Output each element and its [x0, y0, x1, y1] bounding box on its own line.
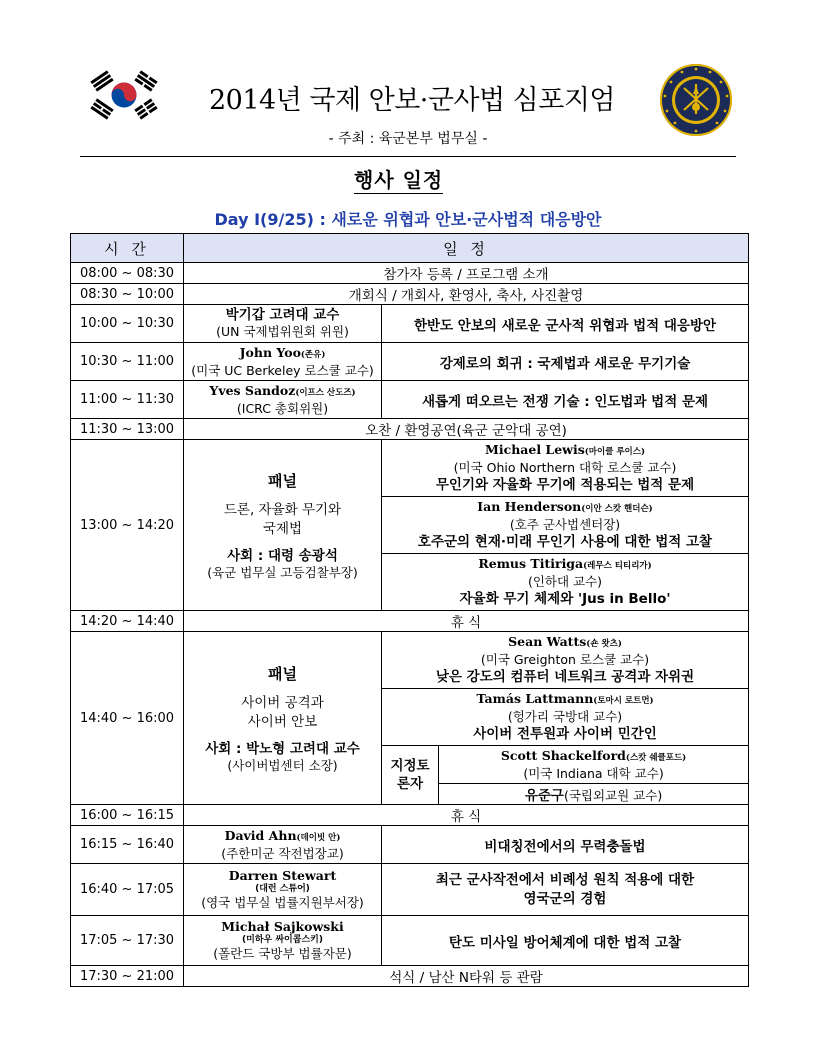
speaker-cell — [184, 343, 382, 381]
topic-cell: 새롭게 떠오르는 전쟁 기술 : 인도법과 법적 문제 — [382, 381, 749, 419]
event-cell: 휴 식 — [184, 805, 749, 826]
panelist-cell — [382, 554, 749, 611]
time-cell: 11:30 ~ 13:00 — [71, 419, 184, 440]
speaker-name: Yves Sandoz(이프스 산도즈) — [209, 382, 356, 398]
table-row — [71, 284, 749, 305]
discussant-name: 유준구 — [524, 788, 564, 804]
discussant-affiliation: (국립외교원 교수) — [563, 788, 663, 803]
discussant-name: Scott Shackelford(스캇 쉐클포드) — [500, 747, 687, 763]
time-cell: 16:40 ~ 17:05 — [71, 864, 184, 916]
speaker-cell — [184, 381, 382, 419]
korean-flag-icon — [88, 70, 160, 120]
table-row — [71, 966, 749, 987]
schedule-table — [70, 233, 749, 987]
table-row — [71, 263, 749, 284]
event-cell: 참가자 등록 / 프로그램 소개 — [184, 263, 749, 284]
time-cell: 14:40 ~ 16:00 — [71, 632, 184, 805]
panelist-affiliation: (헝가리 국방대 교수) — [507, 709, 623, 724]
panelist-topic: 호주군의 현재·미래 무인기 사용에 대한 법적 고찰 — [417, 534, 713, 550]
speaker-affiliation: (영국 법무실 법률지원부서장) — [201, 895, 364, 910]
time-cell: 10:30 ~ 11:00 — [71, 343, 184, 381]
topic-cell: 한반도 안보의 새로운 군사적 위협과 법적 대응방안 — [382, 305, 749, 343]
panel-moderator: 사회 : 대령 송광석 — [227, 547, 338, 564]
panelist-affiliation: (미국 Ohio Northern 대학 로스쿨 교수) — [453, 460, 677, 475]
panel-moderator-affiliation: (사이버법센터 소장) — [227, 757, 338, 773]
panelist-name: Remus Titiriga(레무스 티티리가) — [478, 556, 652, 571]
jag-seal-icon — [658, 62, 734, 138]
host-line: - 주최 : 육군본부 법무실 - — [328, 131, 488, 147]
panelist-affiliation: (호주 군사법센터장) — [509, 517, 621, 532]
topic-cell: 비대칭전에서의 무력충돌법 — [382, 826, 749, 864]
table-row — [71, 381, 749, 419]
topic-cell: 최근 군사작전에서 비례성 원칙 적용에 대한 영국군의 경험 — [382, 864, 749, 916]
table-header-row — [71, 234, 749, 263]
time-cell: 14:20 ~ 14:40 — [71, 611, 184, 632]
panel-moderator-affiliation: (육군 법무실 고등검찰부장) — [207, 564, 358, 580]
panelist-affiliation: (미국 Greighton 로스쿨 교수) — [480, 652, 650, 667]
speaker-name-korean: (대런 스튜어) — [255, 884, 310, 894]
column-header-time: 시 간 — [71, 234, 184, 263]
table-row — [71, 826, 749, 864]
time-cell: 08:00 ~ 08:30 — [71, 263, 184, 284]
panel-label: 패널 — [268, 471, 297, 490]
discussant-label: 지정토론자 — [382, 746, 439, 805]
time-cell: 16:15 ~ 16:40 — [71, 826, 184, 864]
panelist-topic: 낮은 강도의 컴퓨터 네트워크 공격과 자위권 — [435, 669, 695, 685]
time-cell: 11:00 ~ 11:30 — [71, 381, 184, 419]
day-title: Day Ⅰ(9/25) : 새로운 위협과 안보·군사법적 대응방안 — [214, 210, 602, 229]
panelist-name: Michael Lewis(마이클 루이스) — [485, 442, 646, 457]
divider — [80, 156, 736, 157]
topic-cell: 탄도 미사일 방어체계에 대한 법적 고찰 — [382, 916, 749, 966]
speaker-name: Michał Sajkowski — [221, 919, 344, 934]
panel-moderator: 사회 : 박노형 고려대 교수 — [205, 740, 360, 757]
event-cell: 오찬 / 환영공연(육군 군악대 공연) — [184, 419, 749, 440]
panel-subject: 드론, 자율화 무기와 국제법 — [223, 501, 342, 537]
schedule-heading: 행사 일정 — [354, 168, 444, 192]
event-cell: 개회식 / 개회사, 환영사, 축사, 사진촬영 — [184, 284, 749, 305]
speaker-cell — [184, 916, 382, 966]
time-cell: 17:05 ~ 17:30 — [71, 916, 184, 966]
discussant-cell — [439, 746, 749, 784]
page-title: 2014년 국제 안보·군사법 심포지엄 — [208, 85, 616, 116]
panelist-topic: 사이버 전투원과 사이버 민간인 — [473, 726, 657, 742]
table-row — [71, 611, 749, 632]
panel-cell — [184, 440, 382, 611]
panelist-name: Sean Watts(숀 왓츠) — [508, 634, 622, 649]
table-row — [71, 440, 749, 497]
speaker-affiliation: (UN 국제법위원회 위원) — [216, 324, 349, 339]
speaker-affiliation: (미국 UC Berkeley 로스쿨 교수) — [191, 362, 374, 378]
speaker-affiliation: (폴란드 국방부 법률자문) — [213, 946, 352, 961]
panel-cell — [184, 632, 382, 805]
speaker-affiliation: (주한미군 작전법장교) — [221, 845, 344, 861]
time-cell: 16:00 ~ 16:15 — [71, 805, 184, 826]
table-row — [71, 343, 749, 381]
panelist-name: Ian Henderson(이안 스캇 핸더슨) — [477, 499, 653, 514]
speaker-cell — [184, 305, 382, 343]
time-cell: 08:30 ~ 10:00 — [71, 284, 184, 305]
panel-label: 패널 — [268, 664, 297, 683]
panelist-topic: 무인기와 자율화 무기에 적용되는 법적 문제 — [435, 477, 695, 493]
speaker-name: John Yoo(존유) — [239, 344, 326, 360]
event-cell: 석식 / 남산 N타워 등 관람 — [184, 966, 749, 987]
speaker-cell — [184, 826, 382, 864]
speaker-name: 박기갑 고려대 교수 — [225, 307, 340, 323]
table-row — [71, 864, 749, 916]
panelist-affiliation: (인하대 교수) — [527, 574, 603, 589]
table-row — [71, 916, 749, 966]
panelist-cell — [382, 497, 749, 554]
panelist-cell — [382, 689, 749, 746]
table-row — [71, 305, 749, 343]
panelist-cell — [382, 440, 749, 497]
discussant-cell — [439, 784, 749, 805]
speaker-cell — [184, 864, 382, 916]
speaker-affiliation: (ICRC 총회위원) — [236, 400, 329, 416]
time-cell: 17:30 ~ 21:00 — [71, 966, 184, 987]
discussant-affiliation: (미국 Indiana 대학 교수) — [523, 765, 664, 781]
table-row — [71, 805, 749, 826]
panelist-cell — [382, 632, 749, 689]
speaker-name: David Ahn(데이빗 안) — [224, 827, 341, 843]
speaker-name-korean: (미하우 싸이콥스키) — [242, 935, 323, 945]
speaker-name: Darren Stewart — [228, 868, 337, 883]
event-cell: 휴 식 — [184, 611, 749, 632]
panelist-name: Tamás Lattmann(토마시 로트먼) — [476, 691, 654, 706]
column-header-schedule: 일 정 — [184, 234, 749, 263]
time-cell: 13:00 ~ 14:20 — [71, 440, 184, 611]
time-cell: 10:00 ~ 10:30 — [71, 305, 184, 343]
topic-cell: 강제로의 회귀 : 국제법과 새로운 무기기술 — [382, 343, 749, 381]
table-row — [71, 419, 749, 440]
panel-subject: 사이버 공격과 사이버 안보 — [241, 694, 324, 730]
table-row — [71, 632, 749, 689]
panelist-topic: 자율화 무기 체제와 'Jus in Bello' — [459, 591, 671, 607]
